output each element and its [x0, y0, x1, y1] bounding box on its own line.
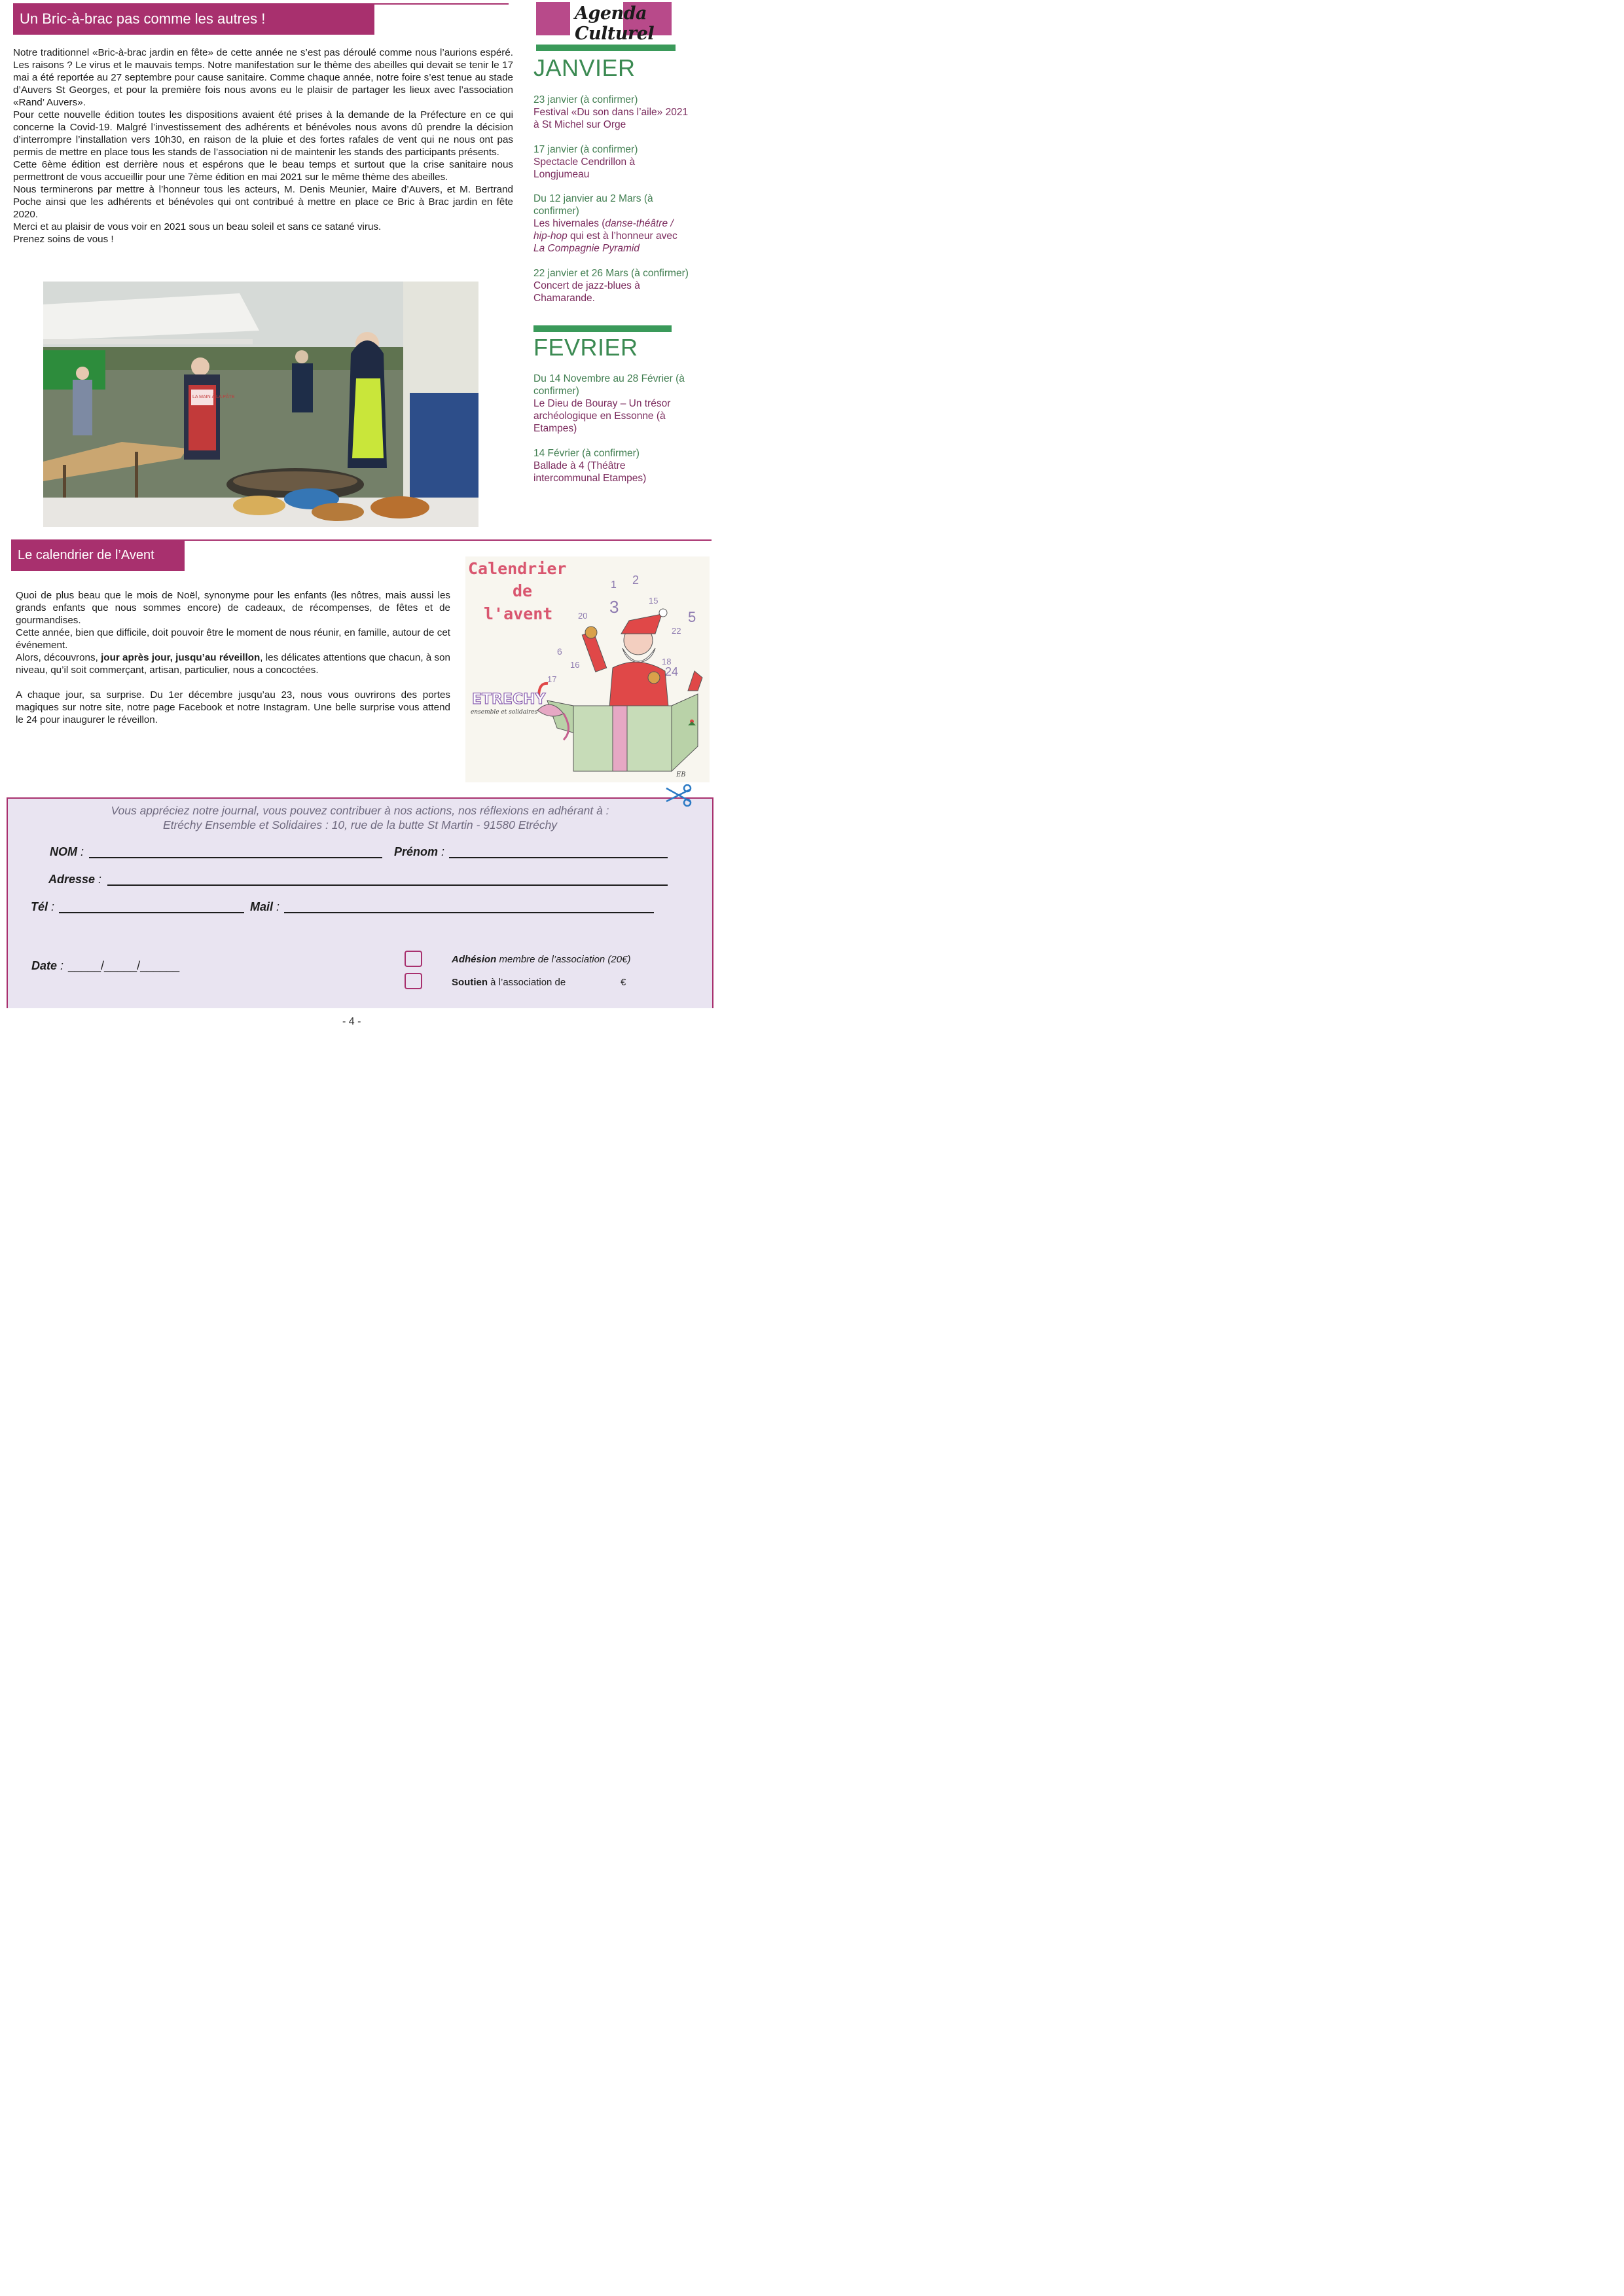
prenom-label — [394, 845, 444, 859]
nom-label-text: NOM — [50, 845, 77, 858]
event-desc — [533, 217, 691, 255]
bric-paragraph: Pour cette nouvelle édition toutes les dispositions avaient été prises à la demande de la Préfecture en ce qui concerne la Covid-19. Malgré l’investissement des adhérents et bénévoles nous avons dû prendre la décision d’interrompre l’installation vers 10h30, en raison de la pluie et des fortes rafales de vent qui ne nous ont pas permis de mettre en place tous les stands de l’association ni de maintenir les stands des participants présents. — [13, 109, 513, 158]
adresse-label — [48, 873, 101, 886]
advent-calendar-image — [465, 556, 710, 782]
bric-paragraph: Notre traditionnel «Bric-à-brac jardin en fête» de cette année ne s’est pas déroulé comme nous l’aurions espéré. Les raisons ? Le virus et le mauvais temps. Notre manifestation sur le thème des abeilles qui devait se tenir le 17 mai a été reportée au 27 septembre pour cause sanitaire. Comme chaque année, notre foire s’est tenue au stade d’Auvers St Georges, et pour la première fois nous avons eu le plaisir de partager les lieux avec l’association «Rand’ Auvers». — [13, 47, 513, 108]
nom-field[interactable] — [89, 857, 382, 858]
bric-paragraph: Nous terminerons par mettre à l’honneur tous les acteurs, M. Denis Meunier, Maire d’Auvers, et M. Bertrand Poche ainsi que les adhérents et bénévoles qui ont contribué à mettre en place ce Bric à Brac jardin en fête 2020. — [13, 184, 513, 220]
advent-number: 18 — [662, 657, 672, 666]
advent-number: 16 — [570, 660, 580, 670]
advent-number: 5 — [688, 609, 696, 625]
soutien-rest: à l’association de — [488, 977, 566, 988]
event-desc: Festival «Du son dans l’aile» 2021 à St Michel sur Orge — [533, 107, 689, 130]
date-field[interactable]: _____/_____/______ — [68, 959, 180, 972]
label-colon: : — [57, 959, 64, 972]
market-stand-photo — [43, 282, 478, 527]
label-colon: : — [95, 873, 102, 886]
adhesion-checkbox[interactable] — [405, 951, 422, 967]
avent-bold-text: jour après jour, jusqu’au réveillon — [101, 652, 261, 663]
avent-body — [16, 589, 450, 726]
event-desc-part: qui est à l’honneur avec — [567, 230, 677, 242]
date-label — [31, 959, 63, 973]
nom-label — [50, 845, 84, 859]
label-colon: : — [77, 845, 84, 858]
agenda-event — [533, 373, 691, 435]
event-date: Du 14 Novembre au 28 Février (à confirmer) — [533, 373, 685, 397]
avent-text: Alors, découvrons, — [16, 652, 101, 663]
adresse-label-text: Adresse — [48, 873, 96, 886]
adresse-field[interactable] — [107, 884, 668, 886]
agenda-event — [533, 94, 691, 131]
advent-number: 24 — [665, 665, 679, 678]
event-date: 17 janvier (à confirmer) — [533, 144, 638, 155]
artist-signature: EB — [676, 771, 686, 778]
bric-photo — [43, 282, 478, 527]
advent-number: 1 — [611, 579, 617, 591]
adhesion-rest: membre de l’association (20€) — [496, 954, 631, 965]
prenom-field[interactable] — [449, 857, 668, 858]
agenda-square-left — [536, 2, 570, 35]
event-desc-emphasis: danse-théâtre / hip-hop — [533, 218, 674, 242]
advent-calendar-drawing — [465, 556, 710, 782]
label-colon: : — [48, 900, 55, 913]
month-janvier: JANVIER — [533, 54, 636, 81]
avent-text: , les délicates attentions que chacun, à son niveau, qu’il soit commerçant, artisan, particulier, nous a concoctées. — [16, 652, 450, 676]
advent-number: 17 — [547, 674, 557, 684]
agenda-event — [533, 192, 691, 255]
fevrier-rule — [533, 325, 672, 332]
event-desc: Le Dieu de Bouray – Un trésor archéologique en Essonne (à Etampes) — [533, 398, 671, 434]
advent-image-title-2: de — [513, 581, 533, 600]
label-colon: : — [273, 900, 280, 913]
mail-field[interactable] — [284, 912, 654, 913]
soutien-bold: Soutien — [452, 977, 488, 988]
form-intro-line-2: Etréchy Ensemble et Solidaires : 10, rue de la butte St Martin - 91580 Etréchy — [162, 818, 558, 831]
avent-paragraph: Quoi de plus beau que le mois de Noël, synonyme pour les enfants (les nôtres, mais aussi les grands enfants que nous sommes encore) de cadeaux, de récompenses, de fêtes et de gourmandises. — [16, 590, 450, 626]
agenda-event — [533, 447, 691, 484]
bric-paragraph: Cette 6ème édition est derrière nous et espérons que le beau temps et surtout que la crise sanitaire nous permettront de vous accueillir pour une 7ème édition en mai 2021 sur le même thème des abeilles. — [13, 159, 513, 183]
bric-paragraph: Prenez soins de vous ! — [13, 234, 114, 245]
apron-text: LA MAIN À LA PÂTE — [192, 395, 235, 399]
event-date: Du 12 janvier au 2 Mars (à confirmer) — [533, 193, 653, 217]
advent-number: 22 — [672, 626, 681, 636]
month-fevrier: FEVRIER — [533, 334, 638, 361]
mail-label-text: Mail — [250, 900, 274, 913]
membership-form — [7, 797, 713, 1008]
event-desc-emphasis: La Compagnie Pyramid — [533, 243, 640, 254]
page-number: - 4 - — [342, 1016, 361, 1027]
agenda-event — [533, 143, 691, 181]
advent-number: 3 — [609, 597, 619, 617]
event-desc: Spectacle Cendrillon à Longjumeau — [533, 156, 636, 180]
advent-number: 20 — [578, 611, 588, 621]
soutien-euro: € — [621, 977, 626, 988]
etrechy-logo: ETRECHY — [472, 691, 546, 708]
bric-title: Un Bric-à-brac pas comme les autres ! — [13, 3, 374, 35]
event-desc: Concert de jazz-blues à Chamarande. — [533, 280, 640, 304]
event-date: 23 janvier (à confirmer) — [533, 94, 638, 105]
date-label-text: Date — [31, 959, 58, 972]
prenom-label-text: Prénom — [394, 845, 439, 858]
soutien-checkbox[interactable] — [405, 973, 422, 989]
label-colon: : — [438, 845, 445, 858]
mail-label — [250, 900, 280, 914]
avent-paragraph: Cette année, bien que difficile, doit pouvoir être le moment de nous réunir, en famille, autour de cet événement. — [16, 627, 450, 651]
bric-paragraph: Merci et au plaisir de vous voir en 2021 sous un beau soleil et sans ce satané virus. — [13, 221, 382, 232]
advent-number: 2 — [632, 574, 640, 587]
tel-label-text: Tél — [31, 900, 48, 913]
event-desc-part: Les hivernales ( — [533, 218, 605, 229]
bric-body — [13, 46, 513, 246]
advent-number: 6 — [557, 646, 562, 657]
scissors-icon — [664, 784, 693, 807]
janvier-rule — [536, 45, 676, 51]
form-intro-line-1: Vous appréciez notre journal, vous pouvez contribuer à nos actions, nos réflexions en adhérant à : — [111, 804, 609, 817]
soutien-label — [452, 977, 566, 988]
avent-title: Le calendrier de l’Avent — [11, 539, 185, 571]
etrechy-logo-subtitle: ensemble et solidaires — [471, 709, 538, 716]
avent-paragraph: A chaque jour, sa surprise. Du 1er décembre jusqu’au 23, nous vous ouvrirons des portes magiques sur notre site, notre page Facebook et notre Instagram. Une belle surprise vous attend le 24 pour inaugurer le réveillon. — [16, 689, 450, 725]
advent-image-title-1: Calendrier — [468, 559, 567, 578]
event-desc: Ballade à 4 (Théâtre intercommunal Etampes) — [533, 460, 647, 484]
event-date: 14 Février (à confirmer) — [533, 448, 640, 459]
adhesion-label — [452, 954, 630, 965]
tel-field[interactable] — [59, 912, 244, 913]
advent-image-title-3: l'avent — [484, 604, 553, 623]
agenda-title: Agenda Culturel — [575, 3, 655, 44]
agenda-event — [533, 267, 691, 304]
tel-label — [31, 900, 54, 914]
advent-number: 15 — [649, 596, 659, 606]
avent-paragraph — [16, 651, 450, 676]
adhesion-bold: Adhésion — [452, 954, 497, 965]
event-date: 22 janvier et 26 Mars (à confirmer) — [533, 268, 689, 279]
